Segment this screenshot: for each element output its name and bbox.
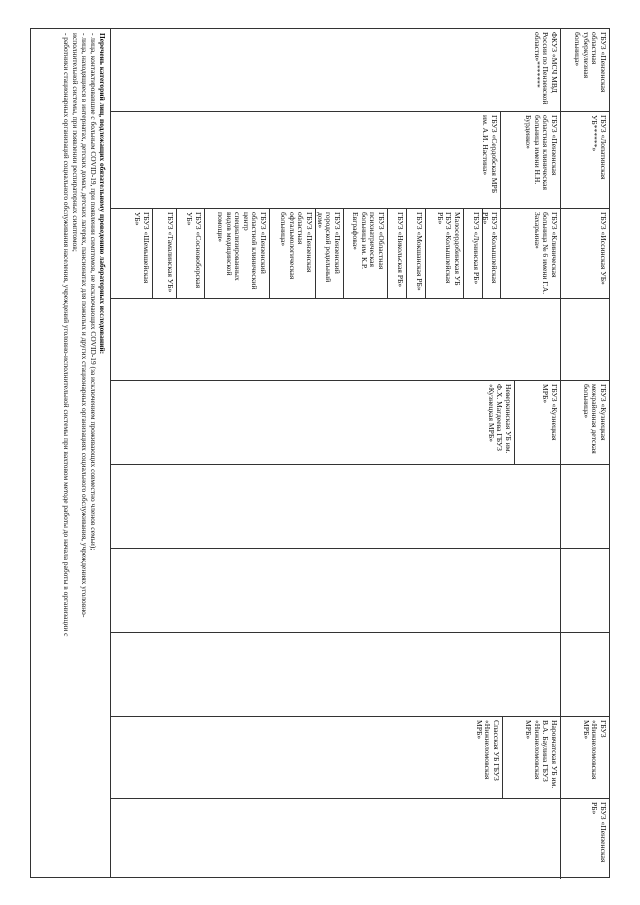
categories-note [30, 28, 110, 878]
table-column-10 [111, 799, 609, 879]
table-cell: ГБУЗ «Лопатинская УБ******» [590, 115, 608, 180]
table-column-6 [111, 465, 609, 549]
table-column-2 [111, 112, 609, 209]
table-column-9 [111, 717, 609, 799]
note-line: исполнительной системы, при появлении респираторных симптомов; [71, 33, 80, 252]
table-column-8 [111, 633, 609, 717]
note-heading: Перечень категорий лиц, подлежащих обязательному проведению лабораторных исследований: [98, 33, 107, 355]
table-column-4 [111, 299, 609, 381]
table-cell: ГБУЗ «Сосновоборская УБ» [177, 209, 205, 298]
table-column-3 [111, 209, 609, 299]
table-cell: Неверкинская УБ им. Ф.Х. Магдеева ГБУЗ «Кузнецкая МРБ» [109, 381, 515, 464]
note-line: - лица, находящиеся в интернатах, детских домах, детских лагерях, пансионатах для пожилых и других стационарных организациях социального обслуживания, учреждениях уголовно- [80, 33, 89, 618]
table-cell: Спасская УБ ГБУЗ «Нижнеломовская МРБ» [109, 717, 503, 798]
table-cell: ГБУЗ «Мокшанская РБ» [407, 209, 426, 298]
table-cell: ГБУЗ «Пензенский городской родильный дом» [316, 209, 344, 298]
table-cell: ГБУЗ «Колышлейская РБ» [483, 209, 501, 298]
row-divider [560, 465, 561, 548]
table-cell: ГБУЗ «Лунинская РБ» [464, 209, 483, 298]
row-divider [560, 799, 561, 879]
table-cell: ГБУЗ «Областная психиатрическая больница им. К.Р. Евграфова» [344, 209, 388, 298]
table-column-7 [111, 549, 609, 633]
table-cell: ГБУЗ «Пензенская областная офтальмологическая больница» [270, 209, 316, 298]
table-cell: ГБУЗ «Сердобская МРБ им. А.И. Настина» [109, 112, 501, 208]
table-cell: ГБУЗ «Пензенская областная туберкулезная больница» [573, 32, 608, 93]
table-cell: ГБУЗ «Клиническая больница № 6 имени Г.А. Захарьина» [501, 209, 561, 298]
row-divider [560, 549, 561, 632]
row-divider [560, 633, 561, 716]
table-cell: ГБУЗ «Никольская РБ» [388, 209, 407, 298]
note-line: - работники стационарных организаций социального обслуживания населения, учреждений уголовно-исполнительной системы при вахтовом методе работы до начала работы в организации с [62, 33, 71, 637]
table-cell: Малосердобинская УБ ГБУЗ «Колышлейская РБ» [426, 209, 464, 298]
row-divider [560, 299, 561, 380]
table-cell: ГБУЗ «Нижнеломовская МРБ» [581, 720, 608, 780]
table-cell: Наровчатская УБ им. В.А. Баулина ГБУЗ «Нижнеломовская МРБ» [503, 717, 561, 798]
table-cell: ГБУЗ «Пензенский областной клинический центр специализированных видов медицинской помощи» [205, 209, 270, 298]
table-cell: ГБУЗ «Кузнецкая межрайонная детская больница» [581, 384, 608, 454]
note-line: - лица, контактировавшие с больным COVID-19, при появлении симптомов, не исключающих COVID-19 (за исключением проживающих совместно членов семьи); [89, 33, 98, 551]
table-cell: ГБУЗ «Пензенская областная клиническая больница имени Н.Н. Бурденко» [501, 112, 561, 208]
table-cell: ГБУЗ «Кузнецкая МРБ» [515, 381, 561, 464]
table-cell: ГБУЗ «Тамалинская УБ» [153, 209, 177, 298]
table-cell: ФКУЗ «МСЧ МВД России по Пензенской области»******* [109, 29, 561, 111]
table-cell: ГБУЗ «Шемышейская УБ» [109, 209, 153, 298]
distribution-table [110, 28, 610, 878]
table-cell: ГБУЗ «Иссинская УБ» [599, 212, 608, 285]
table-column-5 [111, 381, 609, 465]
table-column-1 [111, 29, 609, 112]
table-cell: ГБУЗ «Пензенская РБ» [590, 802, 608, 863]
